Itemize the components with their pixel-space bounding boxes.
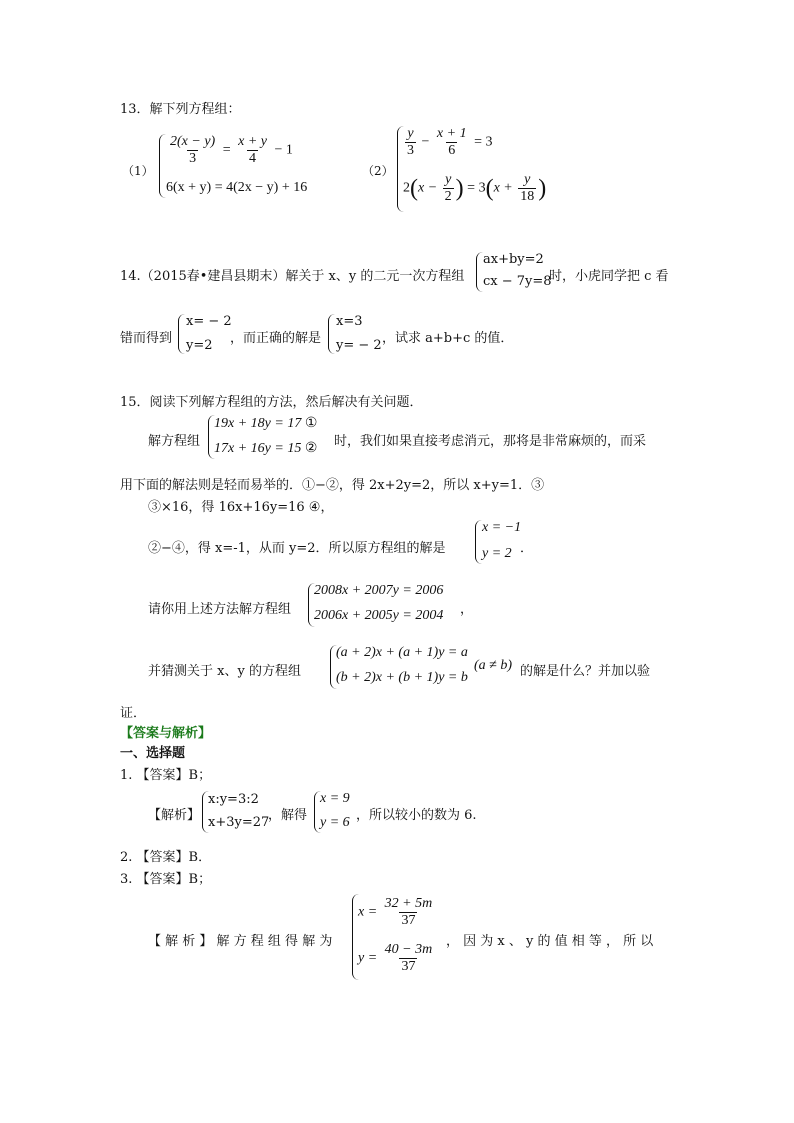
answer-3-solution-y: y = $\frac{40 - 3m}{37}$ (358, 942, 433, 974)
q15-solution-x: x = −1 (482, 520, 522, 535)
answer-3-solution-x: x = $\frac{32 + 5m}{37}$ (358, 896, 433, 928)
q13-part2-eq2: 2(x − $\frac{y}{2}$ ) = 3(x + $\frac{y}{18}$ ) (403, 172, 547, 204)
q15-line7: 证． (120, 706, 147, 721)
q14-line2-a: 错而得到 (120, 331, 173, 346)
q15-title: 15．阅读下列解方程组的方法，然后解决有关问题． (120, 395, 423, 410)
q15-line5-b: ， (460, 602, 474, 617)
answer-1-solution-x: x = 9 (320, 791, 350, 806)
answer-1-system-eq2: x+3y=27 (208, 815, 270, 830)
answer-1: 1. 【答案】B； (120, 768, 212, 783)
q15-line2: 用下面的解法则是轻而易举的．①−②，得 2x+2y=2，所以 x+y=1．③ (120, 478, 545, 493)
q14-right-x: x=3 (336, 314, 363, 329)
answer-1-tail: ，所以较小的数为 6. (356, 808, 477, 823)
q14-right-y: y= − 2 (336, 338, 382, 353)
q14-system-brace (476, 252, 483, 292)
answer-3-explanation: 【 解 析 】 解 方 程 组 得 解 为 (148, 934, 333, 949)
q14-system-eq1: ax+by=2 (483, 252, 544, 267)
q15-line5-a: 请你用上述方法解方程组 (148, 602, 292, 617)
answer-1-explanation-label: 【解析】 (148, 808, 201, 823)
q15-mark1: ① (304, 416, 318, 431)
q15-guess-eq2: (b + 2)x + (b + 1)y = b (336, 670, 468, 685)
q14-wrong-y: y=2 (186, 338, 213, 353)
answer-3-tail: ， 因 为 x 、 y 的 值 相 等 ， 所 以 (446, 934, 654, 949)
q14-wrong-x: x= − 2 (186, 314, 232, 329)
answer-1-system-eq1: x:y=3:2 (208, 792, 259, 807)
answer-1-mid: ，解得 (268, 808, 308, 823)
answers-section-title: 一、选择题 (120, 746, 186, 761)
q14-line2-b: ，而正确的解是 (230, 331, 322, 346)
q13-title: 13．解下列方程组： (120, 102, 241, 117)
q14-line1-a: 14.（2015春•建昌县期末）解关于 x、y 的二元一次方程组 (120, 269, 465, 284)
q14-wrong-brace (178, 314, 185, 354)
q15-intro-a: 解方程组 (148, 434, 201, 449)
q13-part1-label: （1） (122, 164, 154, 178)
q15-line3: ③×16，得 16x+16y=16 ④， (148, 500, 334, 515)
q15-task-eq2: 2006x + 2005y = 2004 (314, 608, 444, 623)
q15-solution-brace (475, 520, 482, 564)
q13-part1-eq1: $\frac{2(x - y)}{3}$ = $\frac{x + y}{4}$ − 1 (170, 134, 293, 166)
q13-part2-label: （2） (362, 164, 394, 178)
q14-system-eq2: cx − 7y=8 (483, 274, 552, 289)
answers-header: 【答案与解析】 (120, 726, 212, 741)
q15-guess-eq1: (a + 2)x + (a + 1)y = a (336, 645, 468, 660)
q15-intro-b: 时，我们如果直接考虑消元，那将是非常麻烦的，而采 (334, 434, 647, 449)
q15-line4-b: ． (520, 541, 534, 556)
answer-1-solution-y: y = 6 (320, 815, 350, 830)
q15-line6-a: 并猜测关于 x、y 的方程组 (148, 664, 301, 679)
q15-guess-condition: (a ≠ b) (474, 658, 513, 673)
q15-task-eq1: 2008x + 2007y = 2006 (314, 583, 444, 598)
q15-line6-b: 的解是什么？并加以验 (520, 664, 651, 679)
answer-3: 3. 【答案】B； (120, 872, 212, 887)
q13-part2-eq1: $\frac{y}{3}$ − $\frac{x + 1}{6}$ = 3 (407, 126, 493, 158)
q15-mark2: ② (304, 441, 318, 456)
q13-part1-brace (159, 134, 166, 198)
q15-solution-y: y = 2 (482, 546, 512, 561)
q15-line4-a: ②−④，得 x=-1，从而 y=2．所以原方程组的解是 (148, 541, 446, 556)
q14-line2-c: ，试求 a+b+c 的值． (382, 331, 514, 346)
answer-2: 2. 【答案】B． (120, 850, 212, 865)
q15-system-eq2: 17x + 16y = 15 ② (214, 441, 318, 456)
q14-line1-b: 时，小虎同学把 c 看 (549, 269, 669, 284)
q15-system-eq1: 19x + 18y = 17 ① (214, 416, 318, 431)
q13-part1-eq2: 6(x + y) = 4(2x − y) + 16 (166, 180, 308, 195)
q14-right-brace (328, 314, 335, 354)
